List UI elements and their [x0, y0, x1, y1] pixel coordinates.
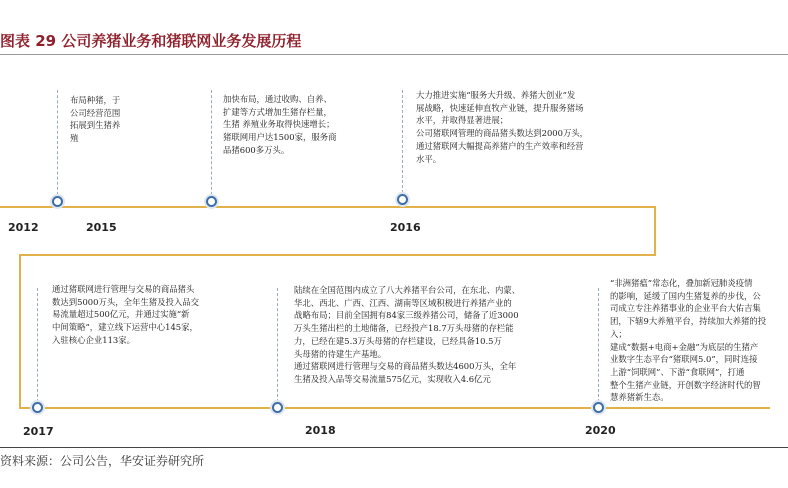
milestone-line: 陆续在全国范围内成立了八大养猪平台公司，在东北、内蒙、 [294, 285, 521, 295]
milestone-line: 的影响，延缓了国内生猪复养的步伐，公 [610, 290, 761, 301]
milestone-2018-text [294, 284, 520, 386]
milestone-line: 数达到5000万头，全年生猪及投入品交 [52, 296, 199, 307]
milestone-line: 殖 [70, 133, 79, 144]
milestone-2016-text [416, 89, 588, 165]
milestone-line: 入； [610, 328, 627, 339]
figure-title: 图表 29 公司养猪业务和猪联网业务发展历程 [0, 32, 302, 50]
milestone-line: 团，下辖9大养殖平台，持续加大养猪的投 [610, 316, 767, 327]
timeline-node-2018 [272, 402, 283, 413]
milestone-line: 通过猪联网大幅提高养猪户的生产效率和经营 [416, 140, 584, 151]
timeline-node-2016 [397, 194, 408, 205]
source-note: 资料来源：公司公告，华安证券研究所 [0, 454, 205, 468]
milestone-line: 易流量超过500亿元，并通过实施“新 [52, 309, 190, 320]
milestone-line: 万头生猪出栏的土地储备，已经投产18.7万头母猪的存栏能 [294, 323, 514, 334]
footer-divider [0, 447, 788, 448]
timeline-node-2020 [593, 402, 604, 413]
milestone-2017-text [52, 283, 199, 347]
connector-2018 [277, 288, 278, 402]
year-2017: 2017 [23, 425, 54, 438]
milestone-line: 中间策略”，建立线下运营中心145家， [52, 322, 198, 333]
milestone-line: 大力推进实施“服务大升级、养猪大创业”发 [416, 90, 576, 100]
milestone-line: 力，已经在建5.3万头母猪的存栏建设，已经具备10.5万 [294, 335, 502, 346]
connector-2015 [57, 90, 58, 200]
milestone-2015b-text [223, 93, 336, 157]
milestone-line: 建成“数据+电商+金融”为底层的生猪产 [610, 341, 759, 352]
milestone-line: 品猪600多万头。 [223, 144, 290, 155]
milestone-line: 拓展到生猪养 [70, 120, 121, 131]
milestone-line: 公司经营范围 [70, 107, 121, 118]
connector-2017 [37, 288, 38, 402]
milestone-line: 通过猪联网进行管理与交易的商品猪头 [52, 284, 195, 294]
milestone-line: “非洲猪瘟”常态化，叠加新冠肺炎疫情 [610, 278, 753, 288]
milestone-line: 加快布局，通过收购、自养、 [223, 94, 332, 104]
milestone-line: 通过猪联网进行管理与交易的商品猪头数达4600万头，全年 [294, 361, 517, 372]
year-2016: 2016 [390, 221, 421, 234]
timeline-node-2015 [52, 196, 63, 207]
milestone-line: 生猪及投入品等交易流量575亿元，实现收入4.6亿元 [294, 373, 491, 384]
year-2015: 2015 [86, 221, 117, 234]
year-2012: 2012 [8, 221, 39, 234]
connector-2015b [211, 90, 212, 200]
milestone-line: 头母猪的待建生产基地。 [294, 348, 387, 359]
milestone-line: 布局种猪，于 [70, 95, 121, 105]
milestone-line: 业数字生态平台“猪联网5.0”，同时连接 [610, 354, 758, 365]
connector-2016 [402, 90, 403, 198]
milestone-line: 整个生猪产业链，开创数字经济时代的智 [610, 379, 761, 390]
milestone-line: 入驻核心企业113家。 [52, 334, 135, 345]
timeline-node-2015b [206, 196, 217, 207]
connector-2020 [598, 288, 599, 402]
milestone-line: 战略布局；目前全国拥有84家三级养猪公司，储备了近3000 [294, 310, 519, 321]
milestone-line: 水平，并取得显著进展； [416, 115, 509, 126]
milestone-2020-text [610, 277, 766, 404]
milestone-2015-text [70, 94, 120, 145]
milestone-line: 水平。 [416, 153, 442, 164]
milestone-line: 展战略，快速延伸直牧产业链，提升服务猪场 [416, 102, 584, 113]
milestone-line: 上游“饲联网”、下游“食联网”，打通 [610, 366, 745, 377]
milestone-line: 司成立专注养猪事业的企业平台大佑吉集 [610, 303, 761, 314]
milestone-line: 生猪 养殖业务取得快速增长； [223, 119, 335, 130]
timeline-node-2017 [32, 402, 43, 413]
milestone-line: 扩建等方式增加生猪存栏量， [223, 106, 332, 117]
milestone-line: 慧养猪新生态。 [610, 392, 669, 403]
year-2020: 2020 [585, 424, 616, 437]
milestone-line: 华北、西北、广西、江西、湖南等区域积极进行养猪产业的 [294, 297, 512, 308]
year-2018: 2018 [305, 424, 336, 437]
milestone-line: 公司猪联网管理的商品猪头数达到2000万头， [416, 128, 589, 139]
milestone-line: 猪联网用户达1500家，服务商 [223, 132, 337, 143]
